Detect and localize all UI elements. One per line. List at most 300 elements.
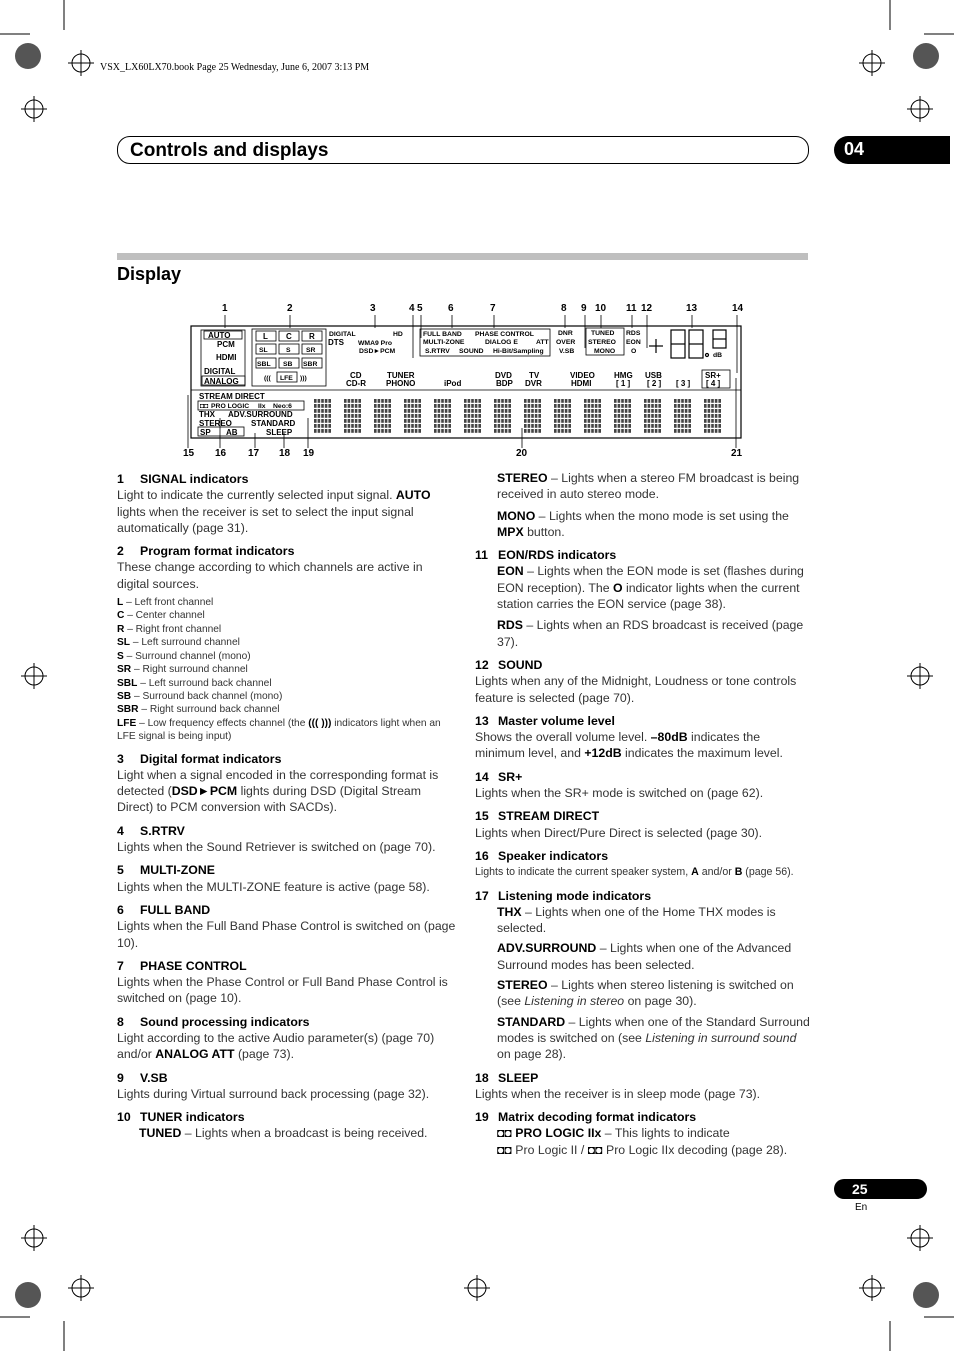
display-dot <box>494 424 497 428</box>
display-dot <box>445 419 448 423</box>
display-dot <box>644 404 647 408</box>
display-dot <box>524 399 527 403</box>
display-dot <box>404 429 407 433</box>
display-dot <box>628 404 631 408</box>
display-dot <box>565 409 568 413</box>
svg-text:AB: AB <box>226 428 238 437</box>
item-4-heading: 4 S.RTRV <box>117 823 185 838</box>
display-dot <box>471 414 474 418</box>
display-dot <box>388 399 391 403</box>
display-dot <box>535 409 538 413</box>
callout-1: 1 <box>222 303 228 314</box>
front-panel-display-diagram <box>180 298 760 463</box>
display-dot <box>475 419 478 423</box>
display-dot <box>501 399 504 403</box>
display-dot <box>448 419 451 423</box>
display-dot <box>708 414 711 418</box>
display-dot <box>351 419 354 423</box>
display-dot <box>351 409 354 413</box>
item-9-heading: 9 V.SB <box>117 1070 168 1085</box>
display-dot <box>471 404 474 408</box>
display-dot <box>708 409 711 413</box>
display-dot <box>554 409 557 413</box>
display-dot <box>351 399 354 403</box>
display-dot <box>388 429 391 433</box>
display-dot <box>538 404 541 408</box>
section-title: Display <box>117 264 182 284</box>
display-dot <box>355 409 358 413</box>
display-dot <box>411 399 414 403</box>
display-dot <box>381 404 384 408</box>
svg-text:dB: dB <box>713 352 723 359</box>
display-dot <box>448 429 451 433</box>
display-dot <box>625 404 628 408</box>
display-dot <box>385 424 388 428</box>
display-dot <box>711 399 714 403</box>
language-code: En <box>855 1202 868 1213</box>
svg-text:(((: ((( <box>264 375 271 382</box>
display-dot <box>441 404 444 408</box>
display-dot <box>595 404 598 408</box>
display-dot <box>524 424 527 428</box>
section-rule <box>117 253 808 260</box>
svg-text:DIGITAL: DIGITAL <box>204 367 236 376</box>
display-dot <box>381 409 384 413</box>
display-dot <box>411 424 414 428</box>
display-dot <box>418 429 421 433</box>
display-dot <box>374 419 377 423</box>
display-dot <box>471 424 474 428</box>
display-dot <box>434 414 437 418</box>
svg-text:iPod: iPod <box>444 379 462 388</box>
display-dot <box>584 424 587 428</box>
svg-text:STEREO: STEREO <box>199 419 232 428</box>
display-dot <box>508 414 511 418</box>
display-dot <box>621 424 624 428</box>
display-dot <box>438 399 441 403</box>
item-8-heading: 8 Sound processing indicators <box>117 1014 310 1029</box>
display-dot <box>445 414 448 418</box>
display-dot <box>408 424 411 428</box>
display-dot <box>674 399 677 403</box>
phase-control-indicators <box>420 329 575 356</box>
svg-text:PCM: PCM <box>217 340 235 349</box>
display-dot <box>378 424 381 428</box>
svg-text:OVER: OVER <box>556 339 576 346</box>
display-dot <box>344 414 347 418</box>
callout-2: 2 <box>287 303 293 314</box>
display-dot <box>325 424 328 428</box>
display-dot <box>674 409 677 413</box>
item-18-heading: 18 SLEEP <box>475 1070 539 1085</box>
display-dot <box>565 424 568 428</box>
svg-text:SBL: SBL <box>257 361 271 368</box>
display-dot <box>381 399 384 403</box>
display-dot <box>625 424 628 428</box>
svg-text:DSD►PCM: DSD►PCM <box>359 348 396 355</box>
display-dot <box>614 399 617 403</box>
display-dot <box>321 404 324 408</box>
display-dot <box>441 429 444 433</box>
display-dot <box>598 429 601 433</box>
display-dot <box>445 429 448 433</box>
item-3-heading: 3 Digital format indicators <box>117 751 282 766</box>
display-dot <box>464 424 467 428</box>
display-dot <box>478 419 481 423</box>
display-dot <box>434 399 437 403</box>
signal-indicators <box>201 330 245 386</box>
display-dot <box>498 419 501 423</box>
display-dot <box>554 404 557 408</box>
display-dot <box>655 404 658 408</box>
display-dot <box>678 399 681 403</box>
display-dot <box>658 409 661 413</box>
right-column: STEREO – Lights when a stereo FM broadcast is being received in auto stereo mode. MONO – Lights when the mono mode is set using the MPX button. 11 EON/RDS indicators EON – Lights when the EON mode is set (flashes during EON reception). The O indicator lights when the current station carries the EON service (page 38). RDS – Lights when an RDS broadcast is received (page 37). 12 SOUND Lights when any of the Midnight, Loudness or tone controls feature is selected (page 70). 13 Master volume level Shows the overall volume level. –80dB indicates the minimum level, and +12dB indicates the maximum level. 14 SR+ Lights when the SR+ mode is switched on (page 62). 15 STREAM DIRECT Lights when Direct/Pure Direct is selected (page 30). 16 Speaker indicators Lights to indicate the current speaker system, A and/or B (page 56). 17 Listening mode indicators THX – Lights when one of the Home THX modes is selected. ADV.SURROUND – Lights when one of the Advanced Surround modes has been selected. STEREO – Lights when stereo listening is switched on (see Listening in stereo on page 30). STANDARD – Lights when one of the Standard Surround modes is switched on (see Listening in surround sound on page 28). 18 SLEEP Lights when the receiver is in sleep mode (page 73). 19 Matrix decoding format indicators ◘◘ PRO LOGIC IIx – This lights to indicate ◘◘ Pro Logic II / ◘◘ Pro Logic IIx decoding (page 28). <box>475 470 813 1158</box>
display-dot <box>404 409 407 413</box>
tuner-indicators <box>586 328 641 355</box>
display-dot <box>385 399 388 403</box>
svg-text:CD: CD <box>350 371 362 380</box>
callout-19: 19 <box>303 448 315 459</box>
display-dot <box>614 404 617 408</box>
display-dot <box>655 429 658 433</box>
display-dot <box>381 419 384 423</box>
display-dot <box>468 409 471 413</box>
display-dot <box>715 419 718 423</box>
display-dot <box>565 399 568 403</box>
callout-9: 9 <box>581 303 587 314</box>
display-dot <box>508 419 511 423</box>
display-dot <box>598 419 601 423</box>
item-17-heading: 17 Listening mode indicators <box>475 888 652 903</box>
display-dot <box>688 424 691 428</box>
item-10-heading: 10 TUNER indicators <box>117 1110 245 1125</box>
svg-text:L: L <box>263 332 268 341</box>
display-dot <box>328 399 331 403</box>
display-dot <box>648 414 651 418</box>
display-dot <box>378 409 381 413</box>
display-dot <box>505 404 508 408</box>
display-dot <box>434 419 437 423</box>
display-dot <box>655 409 658 413</box>
display-dot <box>478 424 481 428</box>
display-dot <box>681 404 684 408</box>
display-dot <box>501 424 504 428</box>
display-dot <box>501 414 504 418</box>
display-dot <box>344 399 347 403</box>
display-dot <box>591 404 594 408</box>
display-dot <box>524 429 527 433</box>
display-dot <box>328 419 331 423</box>
display-dot <box>355 404 358 408</box>
display-dot <box>374 429 377 433</box>
svg-text:R: R <box>309 332 315 341</box>
display-dot <box>408 414 411 418</box>
display-dot <box>531 429 534 433</box>
channel-item: R – Right front channel <box>117 623 222 635</box>
display-dot <box>685 424 688 428</box>
display-dot <box>621 414 624 418</box>
display-dot <box>715 414 718 418</box>
display-dot <box>325 419 328 423</box>
display-dot <box>441 399 444 403</box>
display-dot <box>464 399 467 403</box>
display-dot <box>595 429 598 433</box>
svg-text:WMA9 Pro: WMA9 Pro <box>358 340 392 347</box>
display-dot <box>678 409 681 413</box>
display-dot <box>535 419 538 423</box>
display-dot <box>561 414 564 418</box>
display-dot <box>715 424 718 428</box>
display-dot <box>621 429 624 433</box>
svg-text:PHONO: PHONO <box>386 379 416 388</box>
display-dot <box>674 424 677 428</box>
display-dot <box>591 419 594 423</box>
display-dot <box>408 409 411 413</box>
display-dot <box>314 429 317 433</box>
display-dot <box>538 424 541 428</box>
display-dot <box>688 429 691 433</box>
svg-text:CD-R: CD-R <box>346 379 366 388</box>
display-dot <box>351 414 354 418</box>
display-dot <box>708 419 711 423</box>
svg-text:PHASE CONTROL: PHASE CONTROL <box>475 331 534 338</box>
callout-numbers-top <box>222 303 744 314</box>
channel-list <box>117 596 457 717</box>
svg-text:SBR: SBR <box>303 361 318 368</box>
display-dot <box>505 419 508 423</box>
display-dot <box>528 419 531 423</box>
svg-text:HDMI: HDMI <box>216 353 237 362</box>
display-dot <box>704 429 707 433</box>
display-dot <box>621 419 624 423</box>
display-dot <box>411 419 414 423</box>
display-dot <box>644 429 647 433</box>
display-dot <box>505 414 508 418</box>
svg-text:ADV.SURROUND: ADV.SURROUND <box>228 410 293 419</box>
display-dot <box>711 424 714 428</box>
item-14-heading: 14 SR+ <box>475 769 523 784</box>
display-dot <box>374 414 377 418</box>
display-dot <box>718 414 721 418</box>
svg-text:IIx: IIx <box>258 403 266 410</box>
display-dot <box>468 429 471 433</box>
display-dot <box>565 414 568 418</box>
callout-14: 14 <box>732 303 744 314</box>
display-dot <box>595 414 598 418</box>
display-dot <box>438 414 441 418</box>
display-dot <box>314 419 317 423</box>
chapter-title: Controls and displays <box>130 140 329 161</box>
display-dot <box>381 424 384 428</box>
display-dot <box>358 414 361 418</box>
display-dot <box>648 424 651 428</box>
display-dot <box>674 419 677 423</box>
display-dot <box>348 424 351 428</box>
item-6-heading: 6 FULL BAND <box>117 902 211 917</box>
left-column: 1 SIGNAL indicators Light to indicate the currently selected input signal. AUTO lights when the receiver is set to select the input signal automatically (page 31). 2 Program format indicators These change according to which channels are active in digital sources. L – Left front channel C – Center channel R – Right front channel SL – Left surround channel S – Surround channel (mono) SR – Right surround channel SBL – Left surround back channel SB – Surround back channel (mono) SBR – Right surround back channel LFE – Low frequency effects channel (the ((( ))) indicators light when an LFE signal is being input) 3 Digital format indicators Light when a signal encoded in the corresponding format is detected (DSD►PCM lights during DSD (Digital Stream Direct) to PCM conversion with SACDs). 4 S.RTRV Lights when the Sound Retriever is switched on (page 70). 5 MULTI-ZONE Lights when the MULTI-ZONE feature is active (page 58). 6 FULL BAND Lights when the Full Band Phase Control is switched on (page 10). 7 PHASE CONTROL Lights when the Phase Control or Full Band Phase Control is switched on (page 10). 8 Sound processing indicators Light according to the active Audio parameter(s) (page 70) and/or ANALOG ATT (page 73). 9 V.SB Lights during Virtual surround back processing (page 32). 10 TUNER indicators TUNED – Lights when a broadcast is being received. <box>117 472 456 1141</box>
display-dot <box>715 404 718 408</box>
display-dot <box>618 424 621 428</box>
display-dot <box>321 414 324 418</box>
display-dot <box>351 429 354 433</box>
display-dot <box>614 414 617 418</box>
svg-text:◘◘: ◘◘ <box>200 403 209 410</box>
display-dot <box>314 409 317 413</box>
display-dot <box>415 429 418 433</box>
display-dot <box>598 404 601 408</box>
item-2-heading: 2 Program format indicators <box>117 544 295 559</box>
display-dot <box>438 409 441 413</box>
display-dot <box>328 424 331 428</box>
display-dot <box>658 404 661 408</box>
display-dot <box>591 414 594 418</box>
display-dot <box>718 409 721 413</box>
svg-text:DIALOG E: DIALOG E <box>485 339 518 346</box>
display-dot <box>388 404 391 408</box>
display-dot <box>348 399 351 403</box>
svg-text:PRO LOGIC: PRO LOGIC <box>211 403 250 410</box>
display-dot <box>558 409 561 413</box>
display-dot <box>554 424 557 428</box>
display-dot <box>415 424 418 428</box>
svg-text:HDMI: HDMI <box>571 379 592 388</box>
svg-text:))): ))) <box>300 375 307 382</box>
display-dot <box>445 409 448 413</box>
display-dot <box>438 419 441 423</box>
display-dot <box>438 404 441 408</box>
svg-text:SL: SL <box>259 347 268 354</box>
display-dot <box>318 419 321 423</box>
display-dot <box>378 404 381 408</box>
display-dot <box>468 424 471 428</box>
display-dot <box>358 404 361 408</box>
display-dot <box>314 399 317 403</box>
display-dot <box>588 429 591 433</box>
svg-text:SR: SR <box>306 347 316 354</box>
display-dot <box>388 409 391 413</box>
display-dot <box>411 409 414 413</box>
display-dot <box>685 404 688 408</box>
display-dot <box>535 414 538 418</box>
display-dot <box>588 404 591 408</box>
display-dot <box>628 414 631 418</box>
display-dot <box>535 424 538 428</box>
display-dot <box>524 419 527 423</box>
svg-text:S.RTRV: S.RTRV <box>425 348 450 355</box>
display-dot <box>531 399 534 403</box>
display-dot <box>448 399 451 403</box>
display-dot <box>508 424 511 428</box>
display-dot <box>471 399 474 403</box>
display-dot <box>348 404 351 408</box>
channel-item: SB – Surround back channel (mono) <box>117 690 283 702</box>
display-dot <box>325 409 328 413</box>
channel-item: SR – Right surround channel <box>117 664 248 676</box>
display-dot <box>318 404 321 408</box>
display-dot <box>434 424 437 428</box>
display-dot <box>351 424 354 428</box>
display-dot <box>711 414 714 418</box>
display-dot <box>655 424 658 428</box>
svg-text:SR+: SR+ <box>705 371 721 380</box>
display-dot <box>651 404 654 408</box>
display-dot <box>561 424 564 428</box>
display-dot <box>358 424 361 428</box>
display-dot <box>595 399 598 403</box>
display-dot <box>688 419 691 423</box>
display-dot <box>388 414 391 418</box>
callout-21: 21 <box>731 448 743 459</box>
display-dot <box>494 419 497 423</box>
display-dot <box>415 419 418 423</box>
display-dot <box>325 414 328 418</box>
display-dot <box>588 414 591 418</box>
item-11-heading: 11 EON/RDS indicators <box>475 548 617 563</box>
display-dot <box>718 424 721 428</box>
display-dot <box>651 414 654 418</box>
display-dot <box>528 404 531 408</box>
display-dot <box>628 399 631 403</box>
display-dot <box>598 409 601 413</box>
display-dot <box>568 414 571 418</box>
display-dot <box>718 404 721 408</box>
display-dot <box>415 399 418 403</box>
callout-5: 5 <box>417 303 423 314</box>
display-dot <box>468 414 471 418</box>
svg-text:S: S <box>286 347 291 354</box>
callout-8: 8 <box>561 303 567 314</box>
display-dot <box>344 409 347 413</box>
display-dot <box>494 404 497 408</box>
display-dot <box>448 404 451 408</box>
display-dot <box>374 399 377 403</box>
svg-text:C: C <box>286 332 292 341</box>
display-dot <box>688 399 691 403</box>
display-dot <box>584 409 587 413</box>
display-dot <box>688 414 691 418</box>
display-dot <box>388 419 391 423</box>
display-dot <box>358 419 361 423</box>
display-dot <box>655 399 658 403</box>
display-dot <box>374 404 377 408</box>
callout-13: 13 <box>686 303 698 314</box>
channel-item: SL – Left surround channel <box>117 637 240 649</box>
display-dot <box>355 414 358 418</box>
display-dot <box>558 399 561 403</box>
display-dot <box>591 424 594 428</box>
display-dot <box>648 419 651 423</box>
display-dot <box>618 419 621 423</box>
display-dot <box>441 424 444 428</box>
display-dot <box>388 424 391 428</box>
display-dot <box>538 414 541 418</box>
display-dot <box>658 429 661 433</box>
display-dot <box>535 429 538 433</box>
display-dot <box>711 404 714 408</box>
display-dot <box>621 399 624 403</box>
display-dot <box>464 419 467 423</box>
svg-text:[ 1 ]: [ 1 ] <box>616 379 631 388</box>
display-dot <box>625 409 628 413</box>
display-dot <box>471 429 474 433</box>
display-dot <box>475 424 478 428</box>
display-dot <box>681 409 684 413</box>
svg-text:FULL BAND: FULL BAND <box>423 331 462 338</box>
page-number-tab <box>834 1179 927 1199</box>
item-19-heading: 19 Matrix decoding format indicators <box>475 1110 697 1125</box>
display-dot <box>381 414 384 418</box>
